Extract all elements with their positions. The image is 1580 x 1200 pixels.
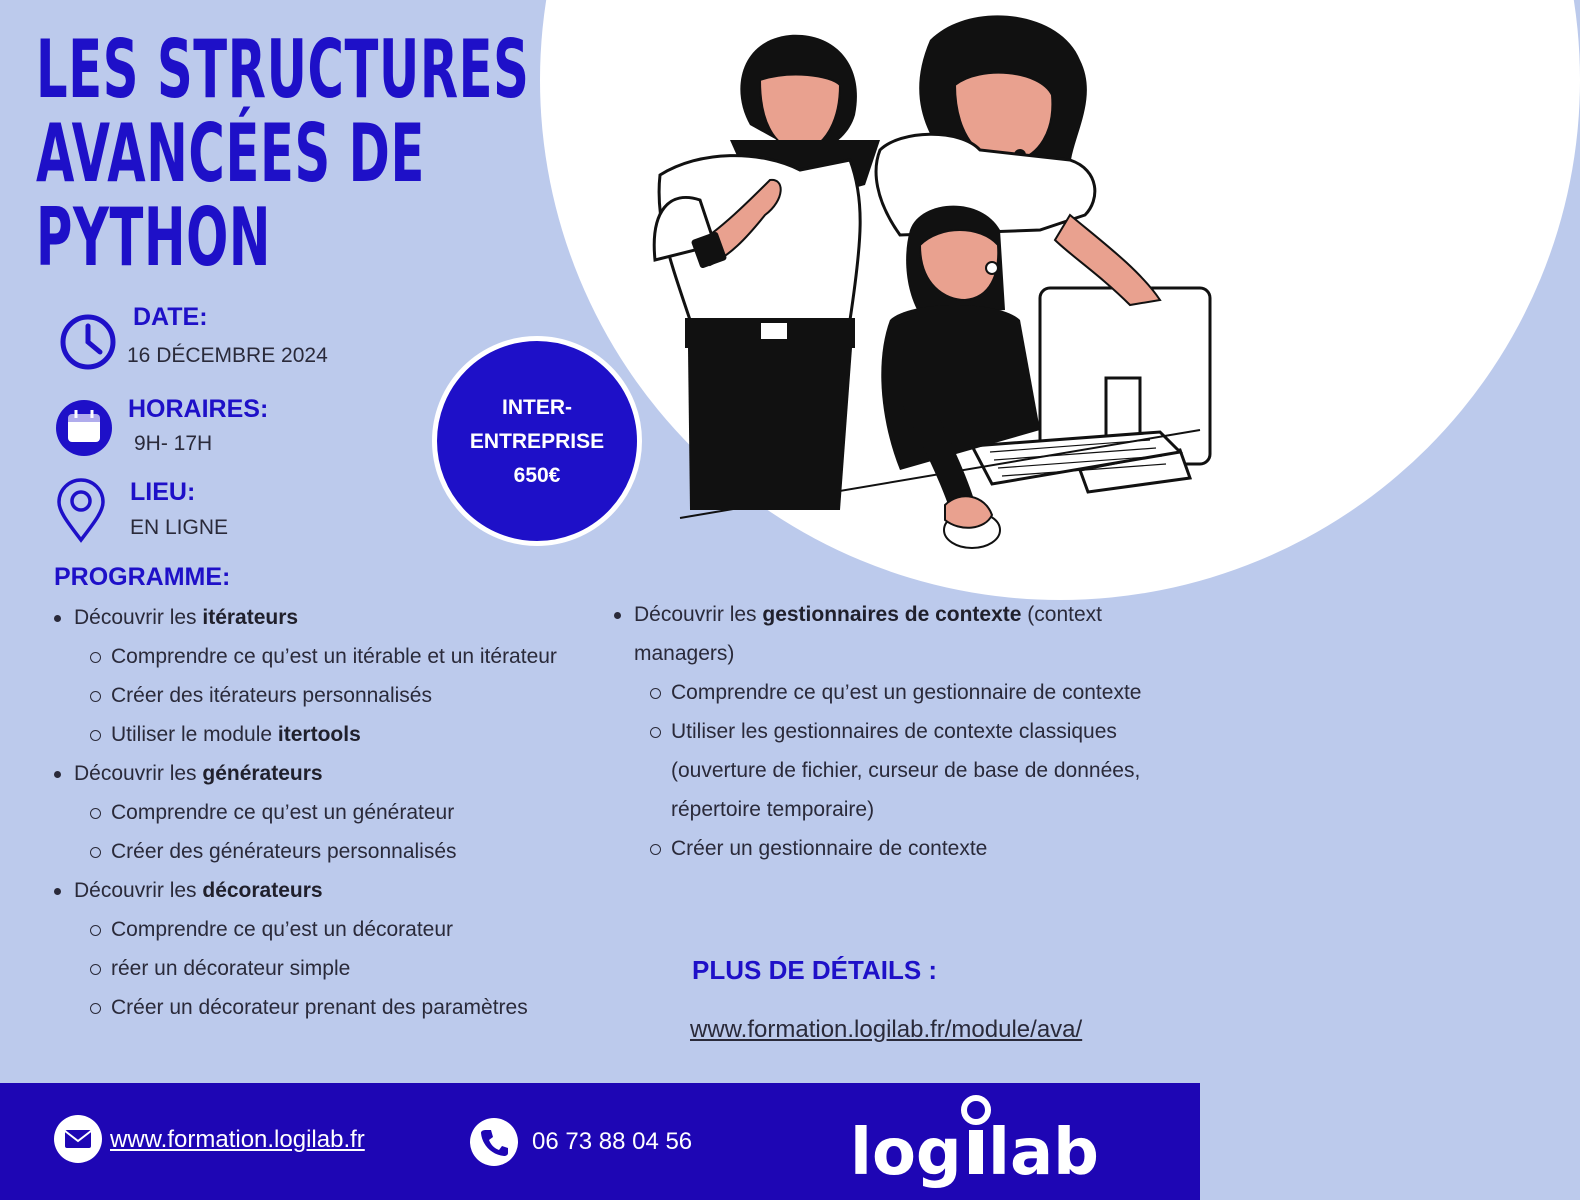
item-text: Utiliser les gestionnaires de contexte classiques (ouverture de fichier, curseur de base de données, répertoire temporaire): [671, 720, 1141, 821]
footer-phone[interactable]: 06 73 88 04 56: [532, 1128, 693, 1155]
clock-icon: [58, 312, 118, 372]
programme-subtopic: [612, 712, 1192, 829]
badge-line-2: ENTREPRISE: [469, 430, 605, 453]
item-text: Comprendre ce qu’est un décorateur: [111, 918, 454, 941]
footer-website-link[interactable]: www.formation.logilab.fr: [110, 1126, 365, 1153]
programme-subtopic: [52, 637, 622, 676]
page-title: [36, 23, 530, 284]
item-text: réer un décorateur simple: [111, 957, 351, 980]
programme-subtopic: [52, 793, 622, 832]
programme-subtopic: [52, 988, 622, 1027]
location-pin-icon: [55, 478, 107, 544]
programme-subtopic: [612, 829, 1192, 868]
item-text-suffix: (context managers): [634, 603, 1102, 665]
programme-list-right: [612, 595, 1192, 868]
badge-price: 650€: [513, 464, 561, 487]
team-illustration: [600, 0, 1200, 600]
item-text: Découvrir les: [634, 603, 763, 626]
programme-list-left: [52, 598, 622, 1027]
item-keyword: générateurs: [202, 762, 323, 785]
item-keyword: itertools: [277, 723, 361, 746]
envelope-icon: [54, 1115, 102, 1163]
calendar-icon: [54, 398, 114, 458]
hours-label: HORAIRES:: [128, 395, 269, 423]
item-keyword: itérateurs: [202, 606, 299, 629]
item-text: Créer des générateurs personnalisés: [111, 840, 457, 863]
item-keyword: gestionnaires de contexte: [762, 603, 1022, 626]
programme-subtopic: [52, 910, 622, 949]
item-text: Créer un décorateur prenant des paramètres: [111, 996, 528, 1019]
more-details-title: PLUS DE DÉTAILS :: [692, 955, 938, 985]
price-badge: [432, 336, 642, 546]
phone-icon: [470, 1118, 518, 1166]
programme-topic: [52, 871, 622, 910]
more-details-link[interactable]: www.formation.logilab.fr/module/ava/: [690, 1016, 1083, 1043]
item-text: Comprendre ce qu’est un gestionnaire de contexte: [671, 681, 1142, 704]
hours-value: 9H- 17H: [134, 432, 213, 455]
date-value: 16 DÉCEMBRE 2024: [127, 344, 328, 367]
item-keyword: décorateurs: [202, 879, 323, 902]
place-label: LIEU:: [130, 478, 196, 506]
programme-topic: [52, 754, 622, 793]
programme-title: PROGRAMME:: [54, 563, 231, 591]
item-text: Découvrir les: [74, 762, 203, 785]
programme-topic: [52, 598, 622, 637]
title-line-1: LES STRUCTURES: [36, 23, 530, 116]
logilab-logo: [848, 1090, 1099, 1190]
date-label: DATE:: [133, 303, 208, 331]
svg-text:lab: lab: [988, 1116, 1099, 1190]
item-text: Créer un gestionnaire de contexte: [671, 837, 988, 860]
title-line-3: PYTHON: [36, 191, 272, 284]
item-text: Découvrir les: [74, 606, 203, 629]
programme-subtopic: [612, 673, 1192, 712]
programme-subtopic: [52, 676, 622, 715]
item-text: Utiliser le module: [111, 723, 278, 746]
badge-line-1: INTER-: [502, 396, 572, 419]
item-text: Découvrir les: [74, 879, 203, 902]
item-text: Comprendre ce qu’est un itérable et un itérateur: [111, 645, 557, 668]
programme-subtopic: [52, 949, 622, 988]
item-text: Comprendre ce qu’est un générateur: [111, 801, 455, 824]
place-value: EN LIGNE: [130, 516, 229, 539]
svg-text:log: log: [850, 1116, 962, 1190]
programme-subtopic: [52, 715, 622, 754]
title-line-2: AVANCÉES DE: [36, 107, 425, 200]
programme-subtopic: [52, 832, 622, 871]
item-text: Créer des itérateurs personnalisés: [111, 684, 432, 707]
programme-topic: [612, 595, 1192, 673]
